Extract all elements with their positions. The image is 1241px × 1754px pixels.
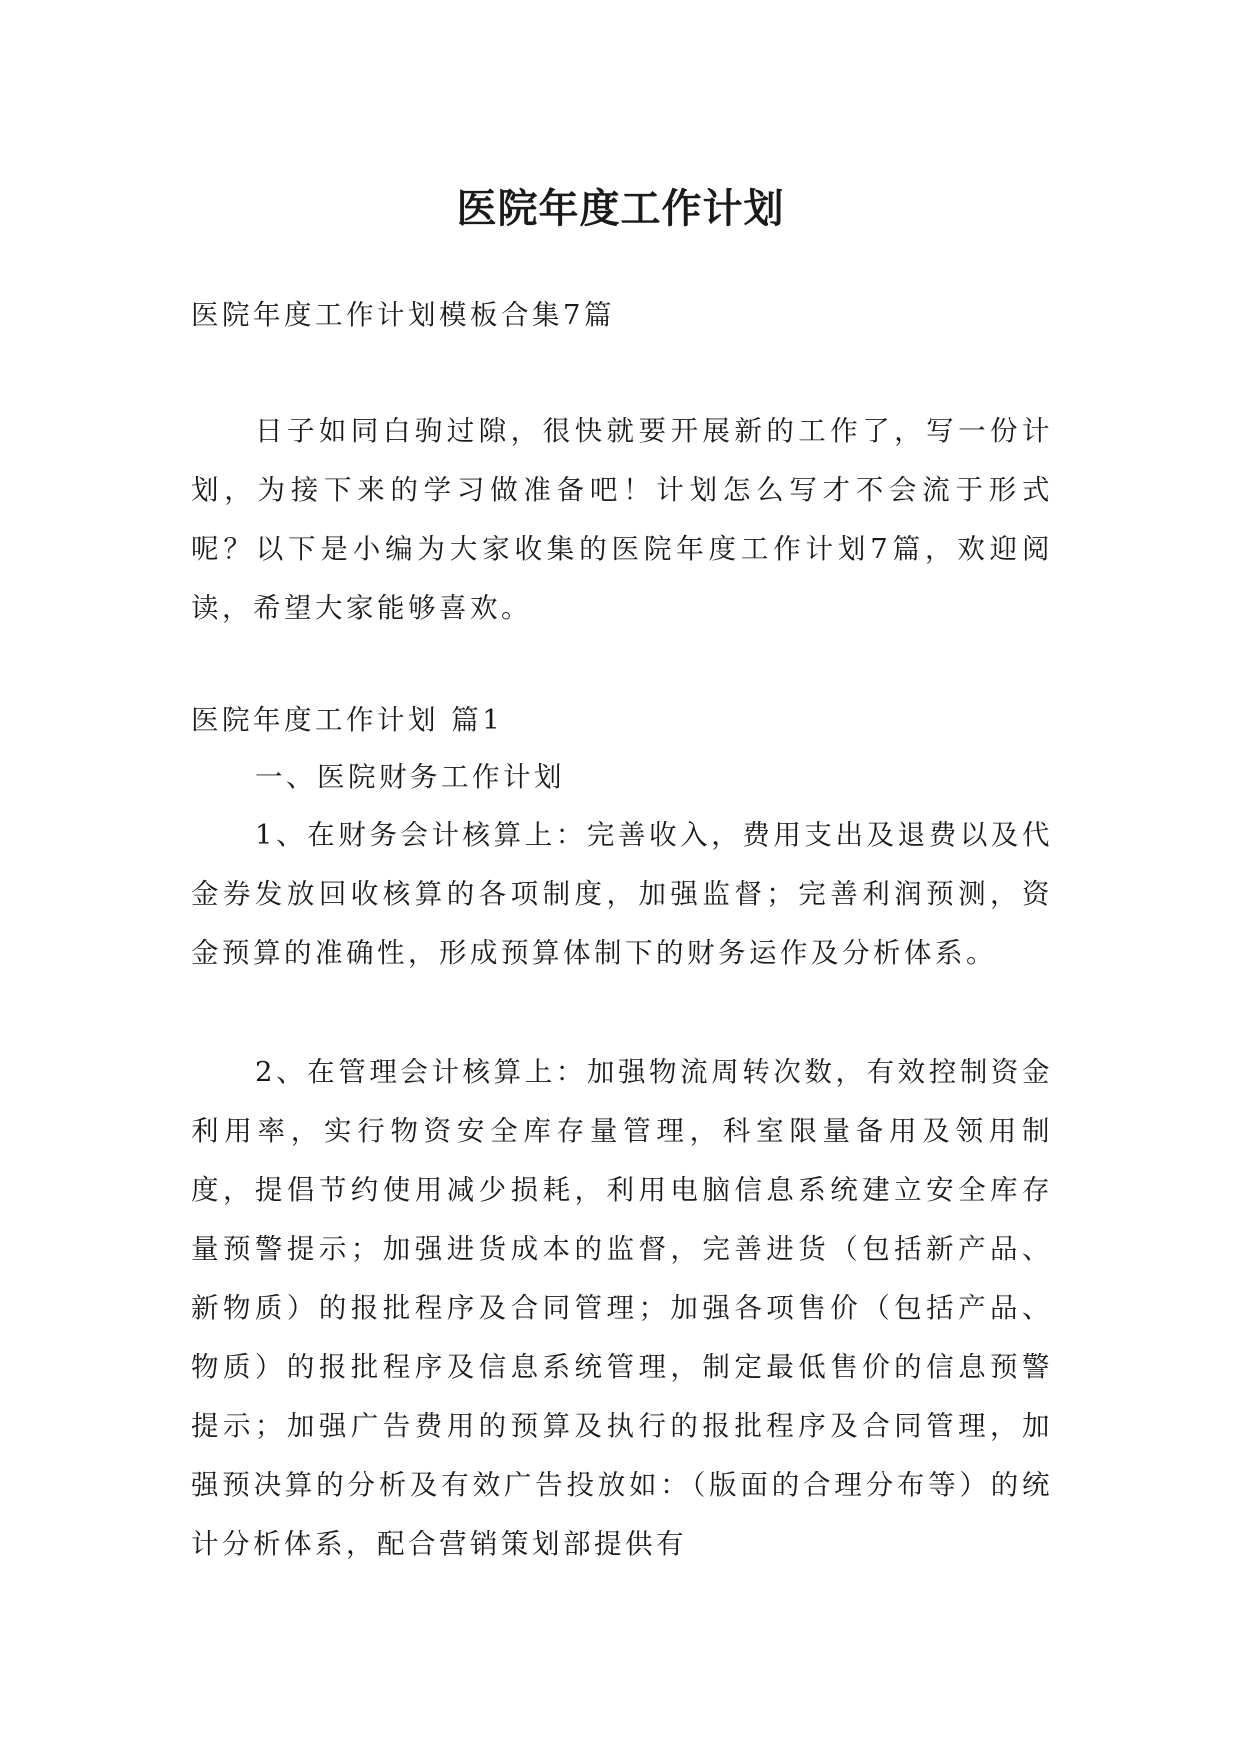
- intro-paragraph: 日子如同白驹过隙，很快就要开展新的工作了，写一份计划，为接下来的学习做准备吧！计划怎么写才不会流于形式呢？以下是小编为大家收集的医院年度工作计划7篇，欢迎阅读，希望大家能够喜欢。: [191, 415, 1053, 624]
- document-title: 医院年度工作计划: [456, 185, 785, 232]
- item-heading: 一、医院财务工作计划: [255, 761, 565, 793]
- section-heading: 医院年度工作计划 篇1: [191, 704, 504, 736]
- document-subtitle: 医院年度工作计划模板合集7篇: [191, 299, 615, 331]
- body-paragraph-1: 1、在财务会计核算上：完善收入，费用支出及退费以及代金券发放回收核算的各项制度，加强监督；完善利润预测，资金预算的准确性，形成预算体制下的财务运作及分析体系。: [191, 819, 1053, 969]
- body-paragraph-2: 2、在管理会计核算上：加强物流周转次数，有效控制资金利用率，实行物资安全库存量管理，科室限量备用及领用制度，提倡节约使用减少损耗，利用电脑信息系统建立安全库存量预警提示；加强进货成本的监督，完善进货（包括新产品、新物质）的报批程序及合同管理；加强各项售价（包括产品、物质）的报批程序及信息系统管理，制定最低售价的信息预警提示；加强广告费用的预算及执行的报批程序及合同管理，加强预决算的分析及有效广告投放如：（版面的合理分布等）的统计分析体系，配合营销策划部提供有: [191, 1056, 1053, 1560]
